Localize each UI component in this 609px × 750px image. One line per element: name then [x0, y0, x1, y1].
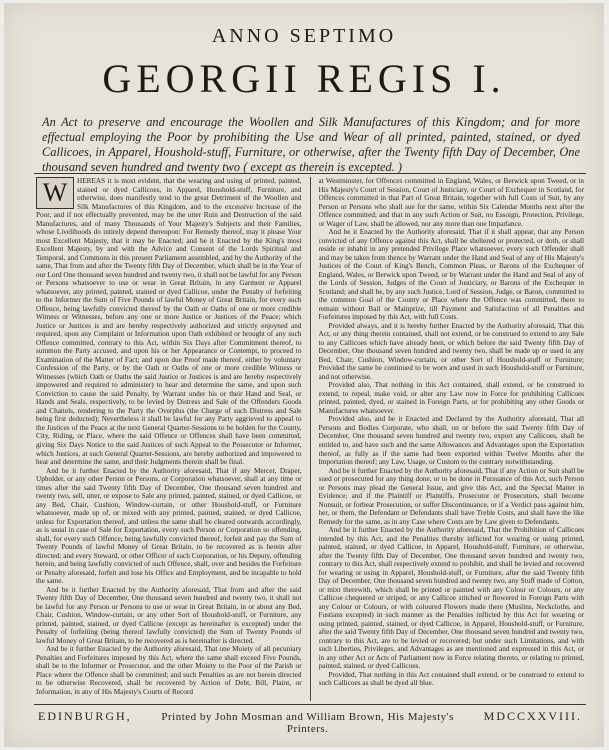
printed-sheet — [4, 3, 604, 747]
opening-paragraph — [36, 177, 302, 467]
imprint-city: EDINBURGH, — [38, 709, 132, 723]
imprint-year: MDCCXXVIII. — [483, 709, 582, 723]
opening-text: HEREAS it is most evident, that the wearing and using of printed, painted, stained or dyed Callicoes, in Apparel, Houshold-stuff, Furniture, and otherwise, does manifestly tend to the great Detriment of the Woollen and Silk Manufactures of this Kingdom, and to the excessive Increase of the Poor, and if not effectually prevented, may be the utter Ruin and Destruction of the said Manufactures, and of many Thousands of Your Majesty's Subjects and their Families, whose Livelihoods do intirely depend thereupon: For Remedy thereof, may it please Your most Excellent Majesty, that it may be Enacted; and be it Enacted by the King's most Excellent Majesty, by and with the Advice and Consent of the Lords Spiritual and Temporal, and Commons in this present Parliament assembled, and by the Authority of the same, That from and after the Twenty fifth Day of December, which shall be in the Year of our Lord One thousand seven hundred and twenty two, it shall not be lawful for any Person or Persons whatsoever to use or wear in Great Britain, in any Garment or Apparel whatsoever, any printed, painted, stained or dyed Callicoe, under the Penalty of forfeiting to the Informer the Sum of Five Pounds of lawful Money of Great Britain, for every such Offence, being lawfully convicted thereof by the Oath or Oaths of one or more credible Witness or Witnesses, before any one or more Justice or Justices of the Peace; which Justice or Justices is and are hereby respectively authorized and strictly enjoyned and required, upon any Complaint or Information upon Oath exhibited or brought of any such Offence committed, contrary to this Act, within Six Days after Commitment thereof, to summon the Party accused, and upon his or her Appearance or Contempt, to proceed to Examination of the Matter of Fact; and upon due Proof made thereof, either by voluntary Confession of the Party, or by the Oath or Oaths of one or more credible Witness or Witnesses (which Oath or Oaths the said Justice or Justices is and are hereby respectively impowered and required to administer) to hear and determine the same, and upon such Conviction to cause the said Penalty, by Warrant under his or their Hand and Seal, or Hands and Seals, respectively, to be levied by Distress and Sale of the Offenders Goods and Chattels, rendering to the Party the Overplus (the Charge of such Distress and Sale being first deducted); Nevertheless it shall be lawful for any Party aggrieved to appeal to the Justices of the Peace at the next General Quarter-Sessions to be holden for the County, City, Riding, or Place, where the said Offence or Offences shall have been committed, giving Six Days Notice to the said Justices of such Appeal to the Prosecutor or Informer, which Justices, at such General Quarter-Sessions, are hereby authorized and impowered to hear and determine the same, and their Judgments therein shall be final. — [36, 177, 302, 467]
left-column — [36, 177, 302, 701]
paragraph: Provided, That nothing in this Act contained shall extend, or be construed to extend to such Callicoes as shall be dyed all blue. — [318, 670, 584, 688]
paragraph: And be it further Enacted by the Authority aforesaid, That if any Action or Suit shall be sued or prosecuted for any thing done, or to be done in Pursuance of this Act, such Person or Persons may plead the General Issue, and give this Act, and the Special Matter in Evidence; and if the Plaintiff or Plaintiffs, Prosecutor or Prosecutors, shall become Nonsuit, or forbear Prosecution, or suffer Discontinuance, or if a Verdict pass against him, her, or them, the Defendant or Defendants shall have Treble Costs, and shall have the like Remedy for the same, as in any Case where Costs are by Law given to Defendants. — [318, 466, 584, 526]
right-column — [319, 177, 585, 701]
column-divider — [310, 177, 311, 701]
paragraph: Provided also, and be it Enacted and Declared by the Authority aforesaid, That all Persons and Bodies Corporate, who shall, on or before the said Twenty fifth Day of December, One thousand seven hundred and twenty two, export any Callicoes, shall be entitled to, and have such and the same Allowances and Advantages upon the Exportation thereof, as fully as if the same had been exported within Twelve Months after the Importation thereof; any Law, Usage, or Custom to the contrary notwithstanding. — [318, 415, 584, 467]
paragraph: Provided also, That nothing in this Act contained, shall extend, or be construed to extend, to repeal, make void, or alter any Law now in Force for prohibiting Callicoes printed, painted, dyed, or stained in Foreign Parts, or for prohibiting any other Goods or Manufactures whatsoever. — [318, 381, 584, 415]
paragraph: Provided always, and it is hereby further Enacted by the Authority aforesaid, That this Act, or any thing therein contained, shall not extend, or be construed to extend to any Sale to any Callicoes which have already been, or which before the said Twenty fifth Day of December, One thousand seven hundred and twenty two, shall be made up or used in any Bed, Chair, Cushion, Window-curtain, or other Sort of Houshold-stuff or Furniture; Provided the same be continued to be worn and used in such Houshold-stuff or Furniture, and not otherwise. — [318, 321, 584, 381]
imprint-printers: Printed by John Mosman and William Brown, His Majesty's Printers. — [161, 711, 454, 735]
paragraph: at Westminster, for Offences committed in England, Wales, or Berwick upon Tweed, or in His Majesty's Court of Session, Court of Justiciary, or Court of Exchequer in Scotland, for Offences committed in that Part of Great Britain, together with full Costs of Suit, by any Person or Persons who shall sue for the same, within Six Calendar Months next after the Offence committed; and that in any such Action or Suit, no Essoign, Protection, Privilege, or Wager of Law, shall be allowed, nor any more than one Imparlance. — [318, 177, 584, 228]
paragraph: And be it further Enacted by the Authority aforesaid, That from and after the said Twenty fifth Day of December, One thousand seven hundred and twenty two, it shall not be lawful for any Person or Persons to use or wear in Great Britain, in or about any Bed, Chair, Cushion, Window-curtain, or any other Sort of Houshold-stuff, or Furniture, any printed, painted, stained, or dyed Callicoe (except as hereinafter is excepted) under the Penalty of forfeiting (being thereof lawfully convicted) the Sum of Twenty Pounds of lawful Money of Great Britain, to be recovered as is hereinafter is directed. — [36, 585, 302, 645]
paragraph: And be it further Enacted by the Authority aforesaid, That the Prohibition of Callicoes intended by this Act, and the Penalties thereby inflicted for wearing or using printed, painted, stained, or dyed Callicoe, in Apparel, Houshold-stuff, Furniture, or otherwise, after the Twenty fifth Day of December, One thousand seven hundred and twenty two, contrary to this Act, shall respectively extend to prohibit, and shall be levied and recovered for wearing or using in Apparel, Houshold-stuff, or Furniture, after the said Twenty fifth Day of December, One thousand seven hundred and twenty two, any Stuff made of Cotton, or mixt therewith, which shall be printed or painted with any Colour or Colours, or any Callicoe chequered or striped, or any Callicoe stitched or flowered in Foreign Parts with any Colour or Colours, or with coloured Flowers made there (Muslins, Neckcloths, and Fustians excepted) in such manner as the Penalties inflicted by this Act for wearing or using printed, painted, stained, or dyed Callicoe, in Apparel, Houshold-stuff, or Furniture, after the said Twenty fifth Day of December, One thousand seven hundred and twenty two, contrary to this Act, are to be levied or recovered; but under such Limitations, and with such Liberties, Privileges, and Advantages as are mentioned and expressed in this Act, or in any other Act or Acts of Parliament now in Force relating thereto, or relating to printed, painted, stained, or dyed Callicoes. — [318, 526, 584, 671]
paragraph: And be it further Enacted by the Authority aforesaid, That if any Mercer, Draper, Upholder, or any other Person or Persons, or Corporation whatsoever, shall at any time or times after the said Twenty fifth Day of December, One thousand seven hundred and twenty two, sell, utter, or expose to Sale any printed, painted, stained, or dyed Callicoe, or any Bed, Chair, Cushion, Window-curtain, or other Houshold-stuff, or Furniture whatsoever, made up of, or mixed with any printed, painted, stained, or dyed Callicoe, unless for Exportation thereof, and unless the same shall be cleared outwards accordingly, as is usual in case of Sale for Exportation, every such Person or Corporation so offending, shall, for every such Offence, being lawfully convicted thereof, forfeit and pay the Sum of Twenty Pounds of lawful Money of Great Britain, to be recovered as is herein after directed; and every Steward, or other Officer of such Corporation, or his Deputy, offending herein, and being lawfully convicted of such Offence, shall, over and besides the Forfeiture or Penalty aforesaid, forfeit and lose his Office and Employment, and be incapable to hold the same. — [36, 466, 302, 586]
paragraph: And be it Enacted by the Authority aforesaid, That if it shall appear, that any Person convicted of any Offence against this Act, shall be sheltered or protected, or doth, or shall reside or inhabit in any pretended Privilege Place whatsoever, every such Offender shall and may be taken from thence by Warrant under the Hand and Seal of any of His Majesty's Justices of the Court of King's Bench, Common Pleas, or Barons of the Exchequer of England, Wales, or Berwick upon Tweed, or by Warrant under the Hand and Seal of any of the Lords of Session, Judges of the Court of Justiciary, or Barons of the Exchequer in Scotland; and shall be, by any such Justice, Lord of Session, Judge, or Baron, committed to the common Goal of the County or Place where the Offence was committed, there to remain without Bail or Mainprize, till Payment and Satisfaction of all Penalties and Forfeitures imposed by this Act, with full Costs. — [318, 228, 584, 322]
anno-heading: ANNO SEPTIMO — [211, 25, 397, 47]
act-body — [36, 177, 584, 701]
bottom-rule — [34, 704, 586, 705]
regis-heading: GEORGII REGIS I. — [102, 56, 506, 101]
paragraph: And be it further Enacted by the Authority aforesaid, That one Moiety of all pecuniary Penalties and Forfeitures imposed by this Act, where the same shall exceed Five Pounds, shall be to the Informer or Prosecutor, and the other Moiety to the Poor of the Parish or Place where the Offence shall be committed; and such Penalties as are not herein directed to be otherwise Recovered, shall be recovered by Action of Debt, Bill, Plaint, or Information, in any of His Majesty's Courts of Record — [36, 645, 302, 696]
drop-initial: W — [36, 177, 74, 209]
imprint-line — [38, 709, 582, 735]
act-title: An Act to preserve and encourage the Woollen and Silk Manufactures of this Kingdom; and for more effectual employing the Poor by prohibiting the Use and Wear of all printed, painted, stained, or dyed Callicoes, in Apparel, Houshold-stuff, Furniture, or otherwise, after the Twenty fifth Day of December, One thousand seven hundred and twenty two ( except as therein is excepted. ) — [42, 115, 580, 174]
top-rule — [34, 173, 586, 174]
